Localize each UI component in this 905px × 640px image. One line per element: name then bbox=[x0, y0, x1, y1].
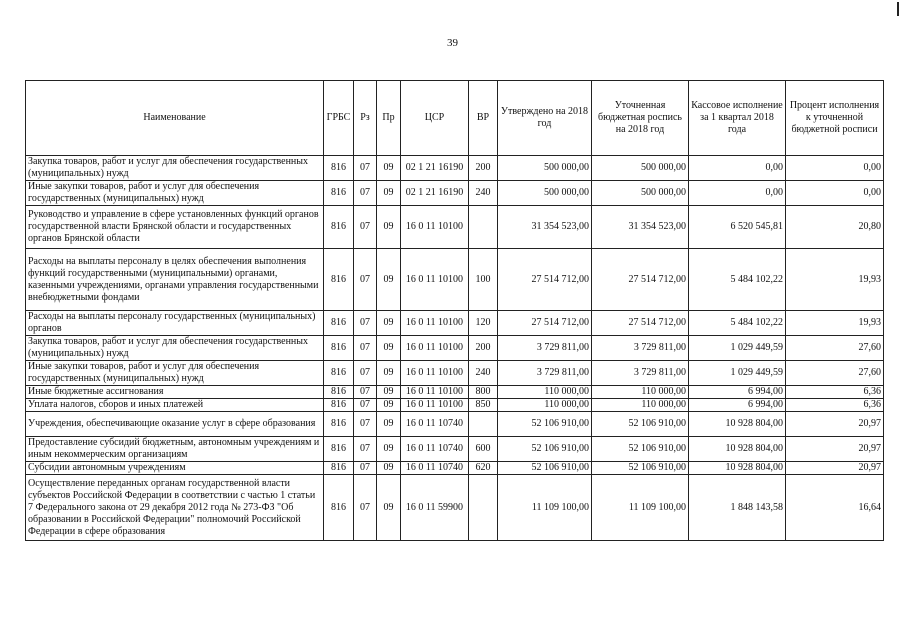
cell-grbs: 816 bbox=[324, 475, 354, 541]
edge-mark bbox=[897, 2, 899, 16]
cell-name: Закупка товаров, работ и услуг для обеспечения государственных (муниципальных) нужд bbox=[26, 156, 324, 181]
cell-vr: 600 bbox=[469, 437, 498, 462]
cell-cash: 10 928 804,00 bbox=[689, 462, 786, 475]
cell-rz: 07 bbox=[354, 399, 377, 412]
cell-grbs: 816 bbox=[324, 399, 354, 412]
cell-name: Иные бюджетные ассигнования bbox=[26, 386, 324, 399]
table-row bbox=[26, 181, 884, 206]
cell-refined: 110 000,00 bbox=[592, 386, 689, 399]
cell-rz: 07 bbox=[354, 462, 377, 475]
cell-rz: 07 bbox=[354, 386, 377, 399]
cell-percent: 27,60 bbox=[786, 361, 884, 386]
cell-name: Уплата налогов, сборов и иных платежей bbox=[26, 399, 324, 412]
cell-percent: 20,97 bbox=[786, 462, 884, 475]
cell-pr: 09 bbox=[377, 206, 401, 249]
table-row bbox=[26, 412, 884, 437]
cell-cash: 5 484 102,22 bbox=[689, 249, 786, 311]
cell-cash: 0,00 bbox=[689, 156, 786, 181]
page-number: 39 bbox=[447, 37, 458, 49]
cell-name: Руководство и управление в сфере установленных функций органов государственной власти Брянской области и государственных органов Брянской области bbox=[26, 206, 324, 249]
cell-vr: 120 bbox=[469, 311, 498, 336]
cell-approved: 110 000,00 bbox=[498, 399, 592, 412]
budget-table bbox=[25, 80, 884, 541]
cell-pr: 09 bbox=[377, 437, 401, 462]
cell-refined: 27 514 712,00 bbox=[592, 249, 689, 311]
header-percent: Процент исполнения к уточненной бюджетной росписи bbox=[786, 81, 884, 156]
cell-rz: 07 bbox=[354, 311, 377, 336]
cell-grbs: 816 bbox=[324, 156, 354, 181]
cell-csr: 02 1 21 16190 bbox=[401, 181, 469, 206]
cell-cash: 6 520 545,81 bbox=[689, 206, 786, 249]
header-rz: Рз bbox=[354, 81, 377, 156]
cell-percent: 0,00 bbox=[786, 181, 884, 206]
table-row bbox=[26, 206, 884, 249]
cell-approved: 27 514 712,00 bbox=[498, 249, 592, 311]
table-row bbox=[26, 399, 884, 412]
cell-vr: 800 bbox=[469, 386, 498, 399]
cell-percent: 19,93 bbox=[786, 249, 884, 311]
table-row bbox=[26, 475, 884, 541]
table-row bbox=[26, 249, 884, 311]
cell-approved: 3 729 811,00 bbox=[498, 336, 592, 361]
cell-csr: 16 0 11 10100 bbox=[401, 386, 469, 399]
cell-grbs: 816 bbox=[324, 437, 354, 462]
cell-grbs: 816 bbox=[324, 181, 354, 206]
cell-grbs: 816 bbox=[324, 311, 354, 336]
cell-vr bbox=[469, 412, 498, 437]
cell-vr: 850 bbox=[469, 399, 498, 412]
cell-percent: 16,64 bbox=[786, 475, 884, 541]
cell-grbs: 816 bbox=[324, 412, 354, 437]
cell-name: Субсидии автономным учреждениям bbox=[26, 462, 324, 475]
header-csr: ЦСР bbox=[401, 81, 469, 156]
table-row bbox=[26, 156, 884, 181]
cell-pr: 09 bbox=[377, 181, 401, 206]
cell-cash: 0,00 bbox=[689, 181, 786, 206]
header-grbs: ГРБС bbox=[324, 81, 354, 156]
cell-pr: 09 bbox=[377, 249, 401, 311]
cell-approved: 110 000,00 bbox=[498, 386, 592, 399]
cell-cash: 10 928 804,00 bbox=[689, 437, 786, 462]
cell-cash: 6 994,00 bbox=[689, 399, 786, 412]
cell-grbs: 816 bbox=[324, 386, 354, 399]
table-row bbox=[26, 462, 884, 475]
cell-refined: 3 729 811,00 bbox=[592, 336, 689, 361]
cell-refined: 11 109 100,00 bbox=[592, 475, 689, 541]
header-cash: Кассовое исполнение за 1 квартал 2018 года bbox=[689, 81, 786, 156]
cell-rz: 07 bbox=[354, 181, 377, 206]
cell-csr: 16 0 11 10100 bbox=[401, 206, 469, 249]
cell-csr: 16 0 11 10100 bbox=[401, 311, 469, 336]
cell-grbs: 816 bbox=[324, 336, 354, 361]
cell-vr: 200 bbox=[469, 336, 498, 361]
header-approved: Утверждено на 2018 год bbox=[498, 81, 592, 156]
header-row bbox=[26, 81, 884, 156]
cell-refined: 3 729 811,00 bbox=[592, 361, 689, 386]
cell-refined: 31 354 523,00 bbox=[592, 206, 689, 249]
cell-approved: 52 106 910,00 bbox=[498, 462, 592, 475]
cell-vr bbox=[469, 475, 498, 541]
cell-refined: 110 000,00 bbox=[592, 399, 689, 412]
cell-cash: 5 484 102,22 bbox=[689, 311, 786, 336]
cell-cash: 1 848 143,58 bbox=[689, 475, 786, 541]
cell-name: Расходы на выплаты персоналу в целях обеспечения выполнения функций государственными (муниципальными) органами, казенными учреждениями, органами управления государственными внебюджетными фондами bbox=[26, 249, 324, 311]
cell-vr: 620 bbox=[469, 462, 498, 475]
cell-csr: 16 0 11 10100 bbox=[401, 361, 469, 386]
cell-percent: 27,60 bbox=[786, 336, 884, 361]
cell-cash: 1 029 449,59 bbox=[689, 336, 786, 361]
cell-approved: 500 000,00 bbox=[498, 181, 592, 206]
cell-approved: 3 729 811,00 bbox=[498, 361, 592, 386]
cell-vr: 200 bbox=[469, 156, 498, 181]
cell-refined: 52 106 910,00 bbox=[592, 437, 689, 462]
cell-rz: 07 bbox=[354, 206, 377, 249]
table-row bbox=[26, 336, 884, 361]
cell-csr: 16 0 11 10100 bbox=[401, 249, 469, 311]
table-row bbox=[26, 437, 884, 462]
cell-pr: 09 bbox=[377, 412, 401, 437]
cell-grbs: 816 bbox=[324, 206, 354, 249]
cell-refined: 52 106 910,00 bbox=[592, 412, 689, 437]
cell-approved: 27 514 712,00 bbox=[498, 311, 592, 336]
cell-rz: 07 bbox=[354, 336, 377, 361]
cell-csr: 16 0 11 10740 bbox=[401, 437, 469, 462]
cell-rz: 07 bbox=[354, 361, 377, 386]
cell-rz: 07 bbox=[354, 412, 377, 437]
cell-pr: 09 bbox=[377, 156, 401, 181]
table-body bbox=[26, 156, 884, 541]
cell-percent: 0,00 bbox=[786, 156, 884, 181]
cell-vr: 240 bbox=[469, 181, 498, 206]
cell-cash: 10 928 804,00 bbox=[689, 412, 786, 437]
cell-csr: 16 0 11 10100 bbox=[401, 336, 469, 361]
cell-csr: 16 0 11 10100 bbox=[401, 399, 469, 412]
cell-pr: 09 bbox=[377, 361, 401, 386]
cell-grbs: 816 bbox=[324, 462, 354, 475]
cell-name: Иные закупки товаров, работ и услуг для обеспечения государственных (муниципальных) нужд bbox=[26, 181, 324, 206]
cell-percent: 20,97 bbox=[786, 412, 884, 437]
cell-name: Закупка товаров, работ и услуг для обеспечения государственных (муниципальных) нужд bbox=[26, 336, 324, 361]
header-name: Наименование bbox=[26, 81, 324, 156]
cell-rz: 07 bbox=[354, 437, 377, 462]
cell-approved: 52 106 910,00 bbox=[498, 412, 592, 437]
cell-csr: 16 0 11 10740 bbox=[401, 412, 469, 437]
cell-rz: 07 bbox=[354, 475, 377, 541]
cell-refined: 27 514 712,00 bbox=[592, 311, 689, 336]
cell-grbs: 816 bbox=[324, 249, 354, 311]
cell-name: Учреждения, обеспечивающие оказание услуг в сфере образования bbox=[26, 412, 324, 437]
cell-name: Иные закупки товаров, работ и услуг для обеспечения государственных (муниципальных) нужд bbox=[26, 361, 324, 386]
cell-refined: 500 000,00 bbox=[592, 156, 689, 181]
cell-refined: 500 000,00 bbox=[592, 181, 689, 206]
cell-grbs: 816 bbox=[324, 361, 354, 386]
cell-refined: 52 106 910,00 bbox=[592, 462, 689, 475]
cell-name: Осуществление переданных органам государственной власти субъектов Российской Федерации в соответствии с частью 1 статьи 7 Федерального закона от 29 декабря 2012 года № 273-ФЗ "Об образовании в Российской Федерации" полномочий Российской Федерации в сфере образования bbox=[26, 475, 324, 541]
table-row bbox=[26, 361, 884, 386]
cell-cash: 1 029 449,59 bbox=[689, 361, 786, 386]
table-row bbox=[26, 386, 884, 399]
cell-pr: 09 bbox=[377, 475, 401, 541]
table-row bbox=[26, 311, 884, 336]
cell-percent: 19,93 bbox=[786, 311, 884, 336]
cell-approved: 31 354 523,00 bbox=[498, 206, 592, 249]
cell-name: Расходы на выплаты персоналу государственных (муниципальных) органов bbox=[26, 311, 324, 336]
cell-approved: 500 000,00 bbox=[498, 156, 592, 181]
cell-pr: 09 bbox=[377, 336, 401, 361]
cell-approved: 52 106 910,00 bbox=[498, 437, 592, 462]
header-refined: Уточненная бюджетная роспись на 2018 год bbox=[592, 81, 689, 156]
cell-vr: 100 bbox=[469, 249, 498, 311]
cell-rz: 07 bbox=[354, 156, 377, 181]
cell-pr: 09 bbox=[377, 399, 401, 412]
cell-percent: 20,97 bbox=[786, 437, 884, 462]
cell-pr: 09 bbox=[377, 311, 401, 336]
cell-percent: 20,80 bbox=[786, 206, 884, 249]
cell-csr: 16 0 11 59900 bbox=[401, 475, 469, 541]
cell-percent: 6,36 bbox=[786, 399, 884, 412]
cell-csr: 16 0 11 10740 bbox=[401, 462, 469, 475]
cell-percent: 6,36 bbox=[786, 386, 884, 399]
cell-rz: 07 bbox=[354, 249, 377, 311]
cell-vr: 240 bbox=[469, 361, 498, 386]
header-pr: Пр bbox=[377, 81, 401, 156]
cell-pr: 09 bbox=[377, 462, 401, 475]
cell-approved: 11 109 100,00 bbox=[498, 475, 592, 541]
cell-pr: 09 bbox=[377, 386, 401, 399]
header-vr: ВР bbox=[469, 81, 498, 156]
cell-name: Предоставление субсидий бюджетным, автономным учреждениям и иным некоммерческим организациям bbox=[26, 437, 324, 462]
cell-cash: 6 994,00 bbox=[689, 386, 786, 399]
cell-csr: 02 1 21 16190 bbox=[401, 156, 469, 181]
cell-vr bbox=[469, 206, 498, 249]
